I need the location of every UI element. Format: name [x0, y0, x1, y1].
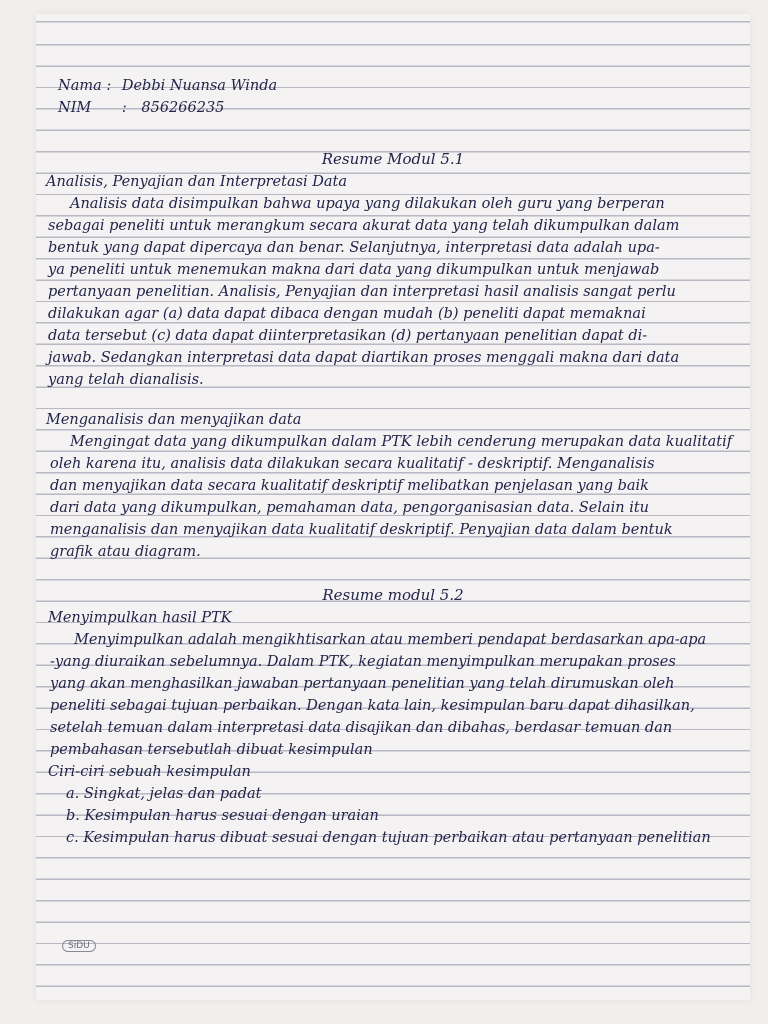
section1-title: Resume Modul 5.1 [321, 150, 465, 168]
name-value: Debbi Nuansa Winda [121, 78, 278, 94]
list-item: b. Kesimpulan harus sesuai dengan uraian [66, 808, 379, 824]
paragraph-line: dari data yang dikumpulkan, pemahaman data, pengorganisasian data. Selain itu [50, 500, 650, 516]
paragraph-line: bentuk yang dapat dipercaya dan benar. Selanjutnya, interpretasi data adalah upa- [48, 240, 660, 256]
paragraph-line: Mengingat data yang dikumpulkan dalam PTK lebih cenderung merupakan data kualitatif [70, 434, 733, 450]
list-item: c. Kesimpulan harus dibuat sesuai dengan tujuan perbaikan atau pertanyaan penelitian [66, 830, 711, 846]
paragraph-line: pembahasan tersebutlah dibuat kesimpulan [50, 742, 373, 758]
paragraph-line: data tersebut (c) data dapat diinterpretasikan (d) pertanyaan penelitian dapat di- [48, 328, 648, 344]
list-item: a. Singkat, jelas dan padat [66, 786, 262, 802]
nim-row [58, 98, 224, 119]
paragraph-line: oleh karena itu, analisis data dilakukan secara kualitatif - deskriptif. Menganalisis [50, 456, 655, 472]
paragraph-line: -yang diuraikan sebelumnya. Dalam PTK, kegiatan menyimpulkan merupakan proses [50, 654, 676, 670]
list-heading: Ciri-ciri sebuah kesimpulan [48, 764, 251, 780]
section2-title: Resume modul 5.2 [322, 586, 464, 604]
notebook-page [36, 14, 750, 1000]
paragraph-line: setelah temuan dalam interpretasi data disajikan dan dibahas, berdasar temuan dan [50, 720, 673, 736]
paragraph-line: peneliti sebagai tujuan perbaikan. Dengan kata lain, kesimpulan baru dapat dihasilkan, [50, 698, 695, 714]
paragraph-line: Menyimpulkan adalah mengikhtisarkan atau memberi pendapat berdasarkan apa-apa [74, 632, 707, 648]
paragraph-line: Analisis data disimpulkan bahwa upaya yang dilakukan oleh guru yang berperan [70, 196, 665, 212]
paragraph-line: dan menyajikan data secara kualitatif deskriptif melibatkan penjelasan yang baik [50, 478, 649, 494]
nim-label: NIM [58, 100, 92, 116]
section1-heading: Analisis, Penyajian dan Interpretasi Data [46, 174, 348, 190]
section2-heading: Menyimpulkan hasil PTK [48, 610, 232, 626]
paragraph-line: jawab. Sedangkan interpretasi data dapat diartikan proses menggali makna dari data [48, 350, 680, 366]
paragraph-line: pertanyaan penelitian. Analisis, Penyajian dan interpretasi hasil analisis sangat perlu [48, 284, 676, 300]
paragraph-line: yang telah dianalisis. [48, 372, 204, 388]
nim-separator: : [121, 100, 127, 116]
section1-subheading: Menganalisis dan menyajikan data [46, 412, 302, 428]
paragraph-line: menganalisis dan menyajikan data kualitatif deskriptif. Penyajian data dalam bentuk [50, 522, 673, 538]
paragraph-line: dilakukan agar (a) data dapat dibaca dengan mudah (b) peneliti dapat memaknai [48, 306, 646, 322]
paragraph-line: sebagai peneliti untuk merangkum secara akurat data yang telah dikumpulkan dalam [48, 218, 680, 234]
nim-value: 856266235 [141, 100, 225, 116]
paragraph-line: yang akan menghasilkan jawaban pertanyaan penelitian yang telah dirumuskan oleh [50, 676, 675, 692]
paragraph-line: ya peneliti untuk menemukan makna dari data yang dikumpulkan untuk menjawab [48, 262, 660, 278]
name-label: Nama : [58, 78, 112, 94]
paragraph-line: grafik atau diagram. [50, 544, 201, 560]
sheet-brand-mark: SiDU [62, 940, 96, 952]
name-row [58, 76, 277, 97]
